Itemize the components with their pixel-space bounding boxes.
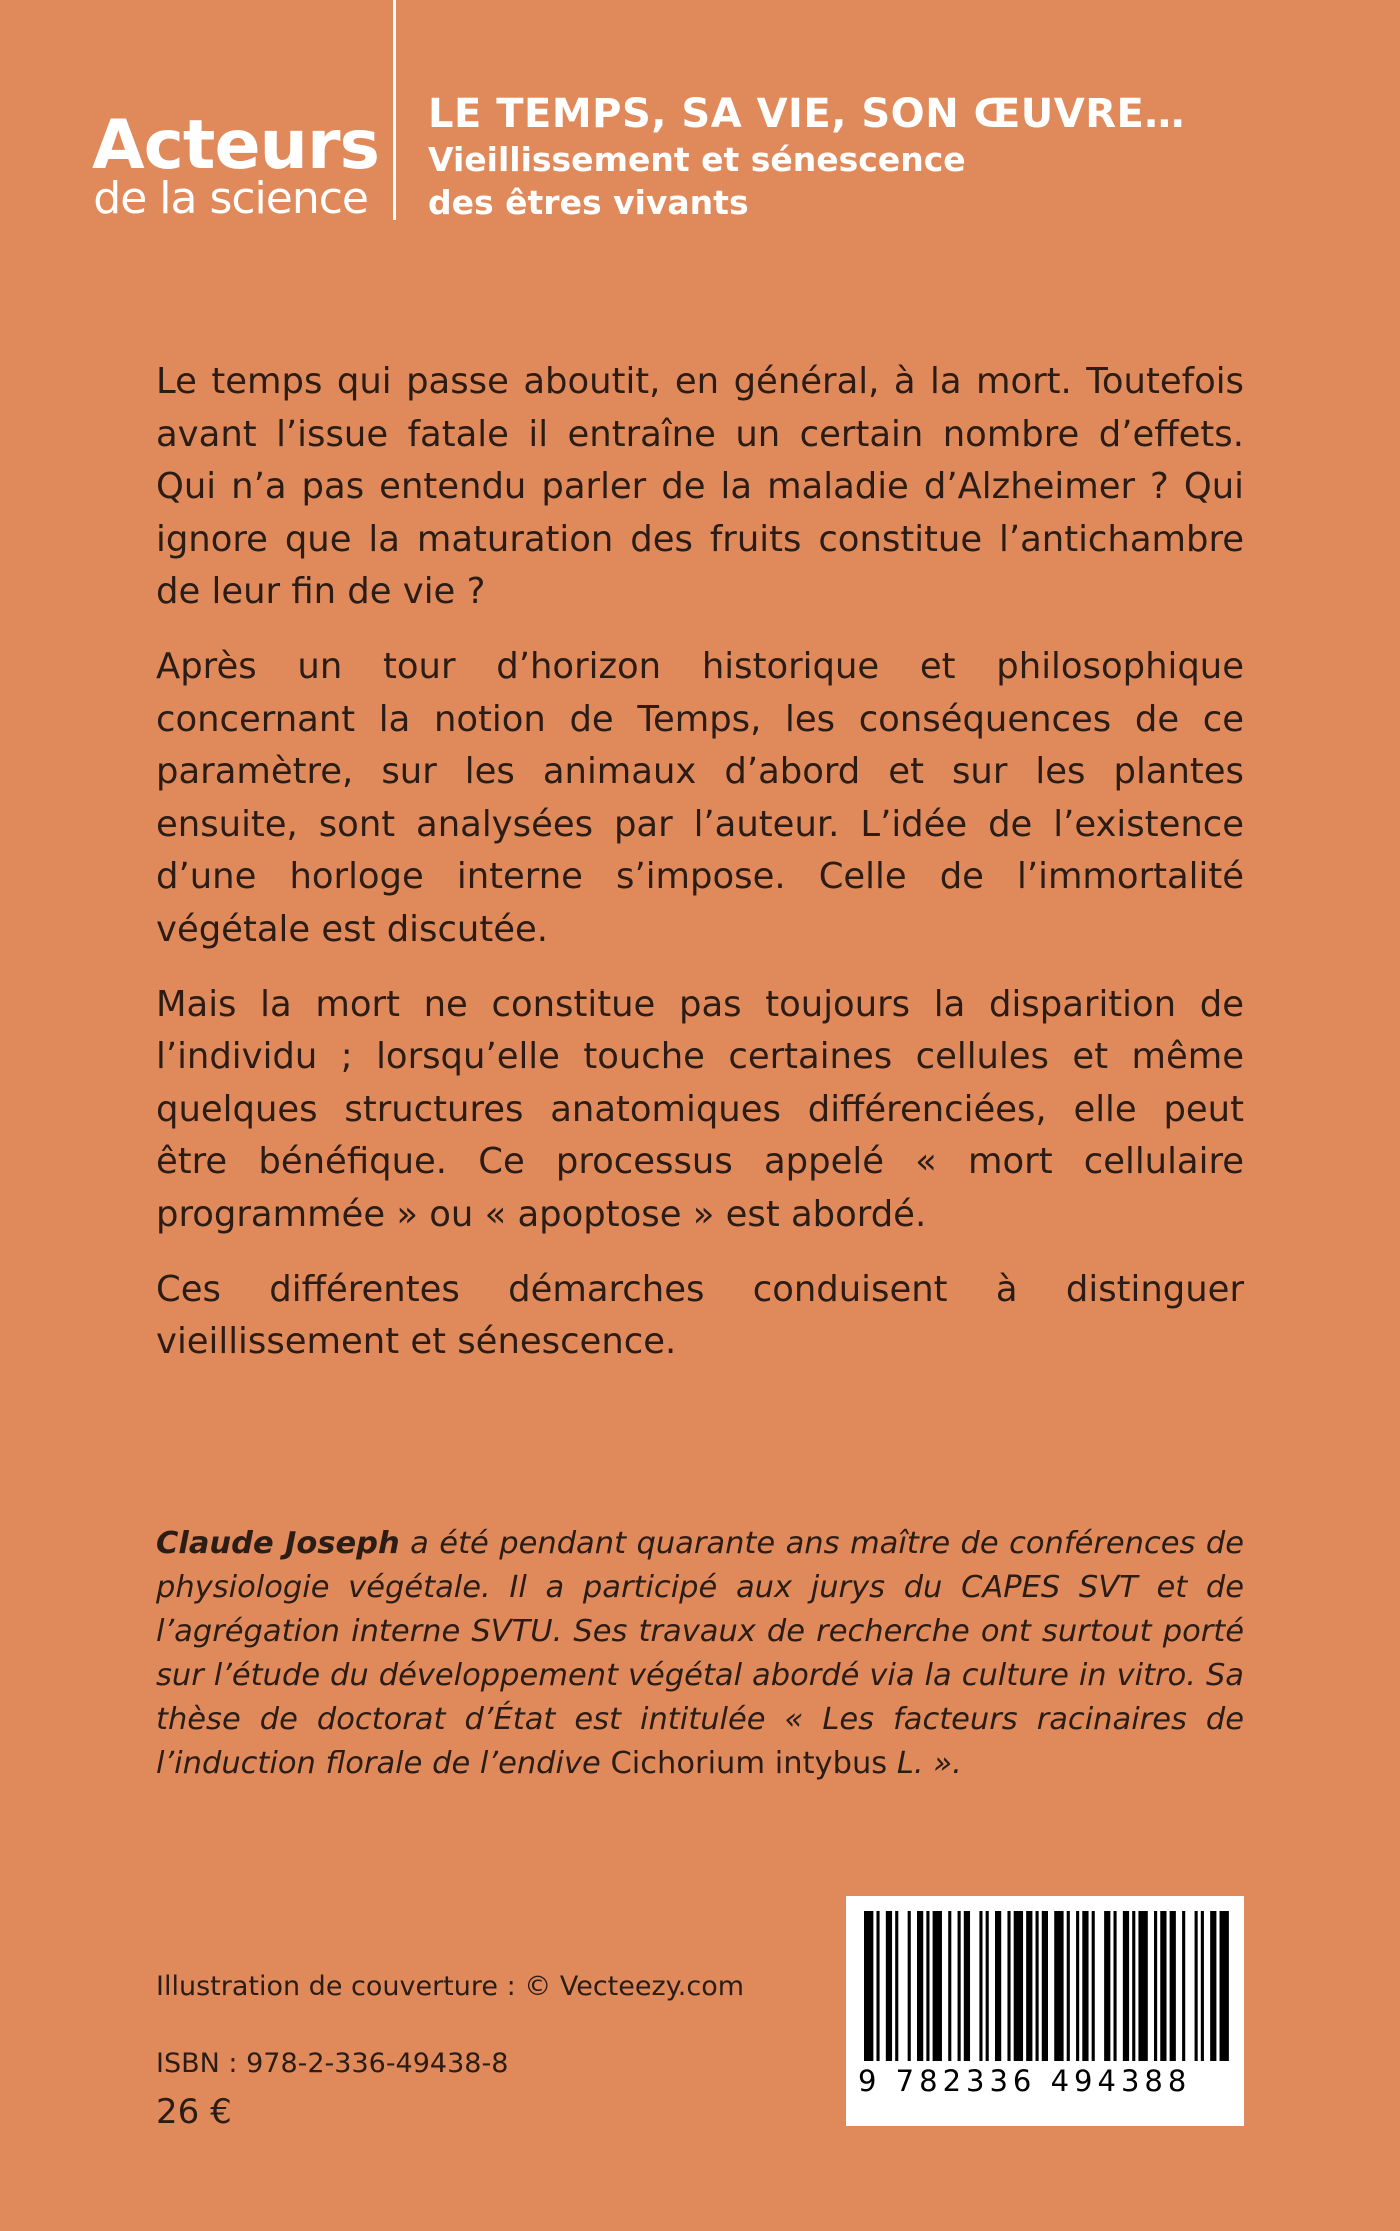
barcode-bar: [933, 1911, 942, 2061]
barcode-bar: [864, 1911, 873, 2061]
barcode-bar: [995, 1911, 1001, 2061]
header-divider: [393, 0, 396, 220]
isbn: ISBN : 978-2-336-49438-8: [156, 2048, 509, 2079]
author-bio: [156, 1522, 1244, 1786]
barcode-bar: [1042, 1911, 1048, 2061]
barcode-bar: [886, 1911, 892, 2061]
barcode-bar: [1182, 1911, 1185, 2061]
barcode-bars: [864, 1911, 1232, 2077]
book-subtitle-line-1: Vieillissement et sénescence: [428, 140, 966, 179]
blurb-paragraph: Mais la mort ne constitue pas toujours la disparition de l’individu ; lorsqu’elle touche certaines cellules et même quelques structures anatomiques différenciées, elle peut être bénéfique. Ce processus appelé « mort cellulaire programmée » ou « apoptose » est abordé.: [156, 983, 1244, 1235]
barcode-bar: [1026, 1911, 1032, 2061]
barcode-bar: [948, 1911, 951, 2061]
barcode-bar: [876, 1911, 879, 2061]
barcode-bar: [1104, 1911, 1110, 2061]
barcode-bar: [908, 1911, 911, 2061]
barcode-bar: [1123, 1911, 1129, 2061]
barcode-bar: [917, 1911, 923, 2061]
barcode-bar: [1067, 1911, 1070, 2061]
barcode-bar: [979, 1911, 982, 2061]
series-name: Acteurs: [92, 106, 379, 185]
barcode-bar: [1201, 1911, 1204, 2061]
barcode-bar: [1220, 1911, 1229, 2061]
blurb-paragraph: Après un tour d’horizon historique et philosophique concernant la notion de Temps, les conséquences de ce paramètre, sur les animaux d’abord et sur les plantes ensuite, sont analysées par l’auteur. L’idée de l’existence d’une horloge interne s’impose. Celle de l’immortalité végétale est discutée.: [156, 645, 1244, 950]
barcode-bar: [1154, 1911, 1157, 2061]
book-title: LE TEMPS, SA VIE, SON ŒUVRE…: [428, 91, 1185, 137]
series-subtitle: de la science: [93, 173, 368, 224]
barcode-bar: [1160, 1911, 1166, 2061]
barcode-bar: [1113, 1911, 1116, 2061]
barcode-digits: 9 782336 494388: [858, 2064, 1192, 2098]
title-block: [428, 90, 1368, 224]
barcode-bar: [1092, 1911, 1095, 2061]
barcode-bar: [1132, 1911, 1135, 2061]
barcode-bar: [1138, 1911, 1147, 2061]
barcode-bar: [1210, 1911, 1216, 2061]
author-name: Claude Joseph: [156, 1526, 400, 1561]
barcode-bar: [958, 1911, 961, 2061]
barcode-bar: [1082, 1911, 1088, 2061]
blurb: [156, 356, 1244, 1391]
barcode: [846, 1896, 1244, 2126]
barcode-bar: [1054, 1911, 1063, 2061]
series-logo: [92, 106, 379, 224]
author-bio-ending: L. ».: [887, 1746, 962, 1781]
book-subtitle-line-2: des êtres vivants: [428, 183, 749, 222]
barcode-bar: [1076, 1911, 1079, 2061]
price: 26 €: [156, 2092, 232, 2132]
barcode-bar: [895, 1911, 898, 2061]
barcode-bar: [1014, 1911, 1023, 2061]
barcode-bar: [1036, 1911, 1039, 2061]
author-bio-text: a été pendant quarante ans maître de conférences de physiologie végétale. Il a participé aux jurys du CAPES SVT et de l’agrégation interne SVTU. Ses travaux de recherche ont surtout porté sur l’étude du développement végétal abordé via la culture in vitro. Sa thèse de doctorat d’État est intitulée « Les facteurs racinaires de l’induction florale de l’endive: [156, 1526, 1244, 1781]
blurb-paragraph: Le temps qui passe aboutit, en général, à la mort. Toutefois avant l’issue fatale il entraîne un certain nombre d’effets. Qui n’a pas entendu parler de la maladie d’Alzheimer ? Qui ignore que la maturation des fruits constitue l’antichambre de leur fin de vie ?: [156, 361, 1244, 613]
barcode-bar: [926, 1911, 929, 2061]
species-name: Cichorium intybus: [610, 1746, 888, 1781]
barcode-bar: [964, 1911, 970, 2061]
illustration-credit: Illustration de couverture : © Vecteezy.com: [156, 1971, 745, 2002]
barcode-bar: [1170, 1911, 1176, 2061]
barcode-bar: [1007, 1911, 1010, 2061]
blurb-paragraph: Ces différentes démarches conduisent à distinguer vieillissement et sénescence.: [156, 1268, 1244, 1363]
barcode-bar: [1195, 1911, 1198, 2061]
barcode-bar: [986, 1911, 989, 2061]
